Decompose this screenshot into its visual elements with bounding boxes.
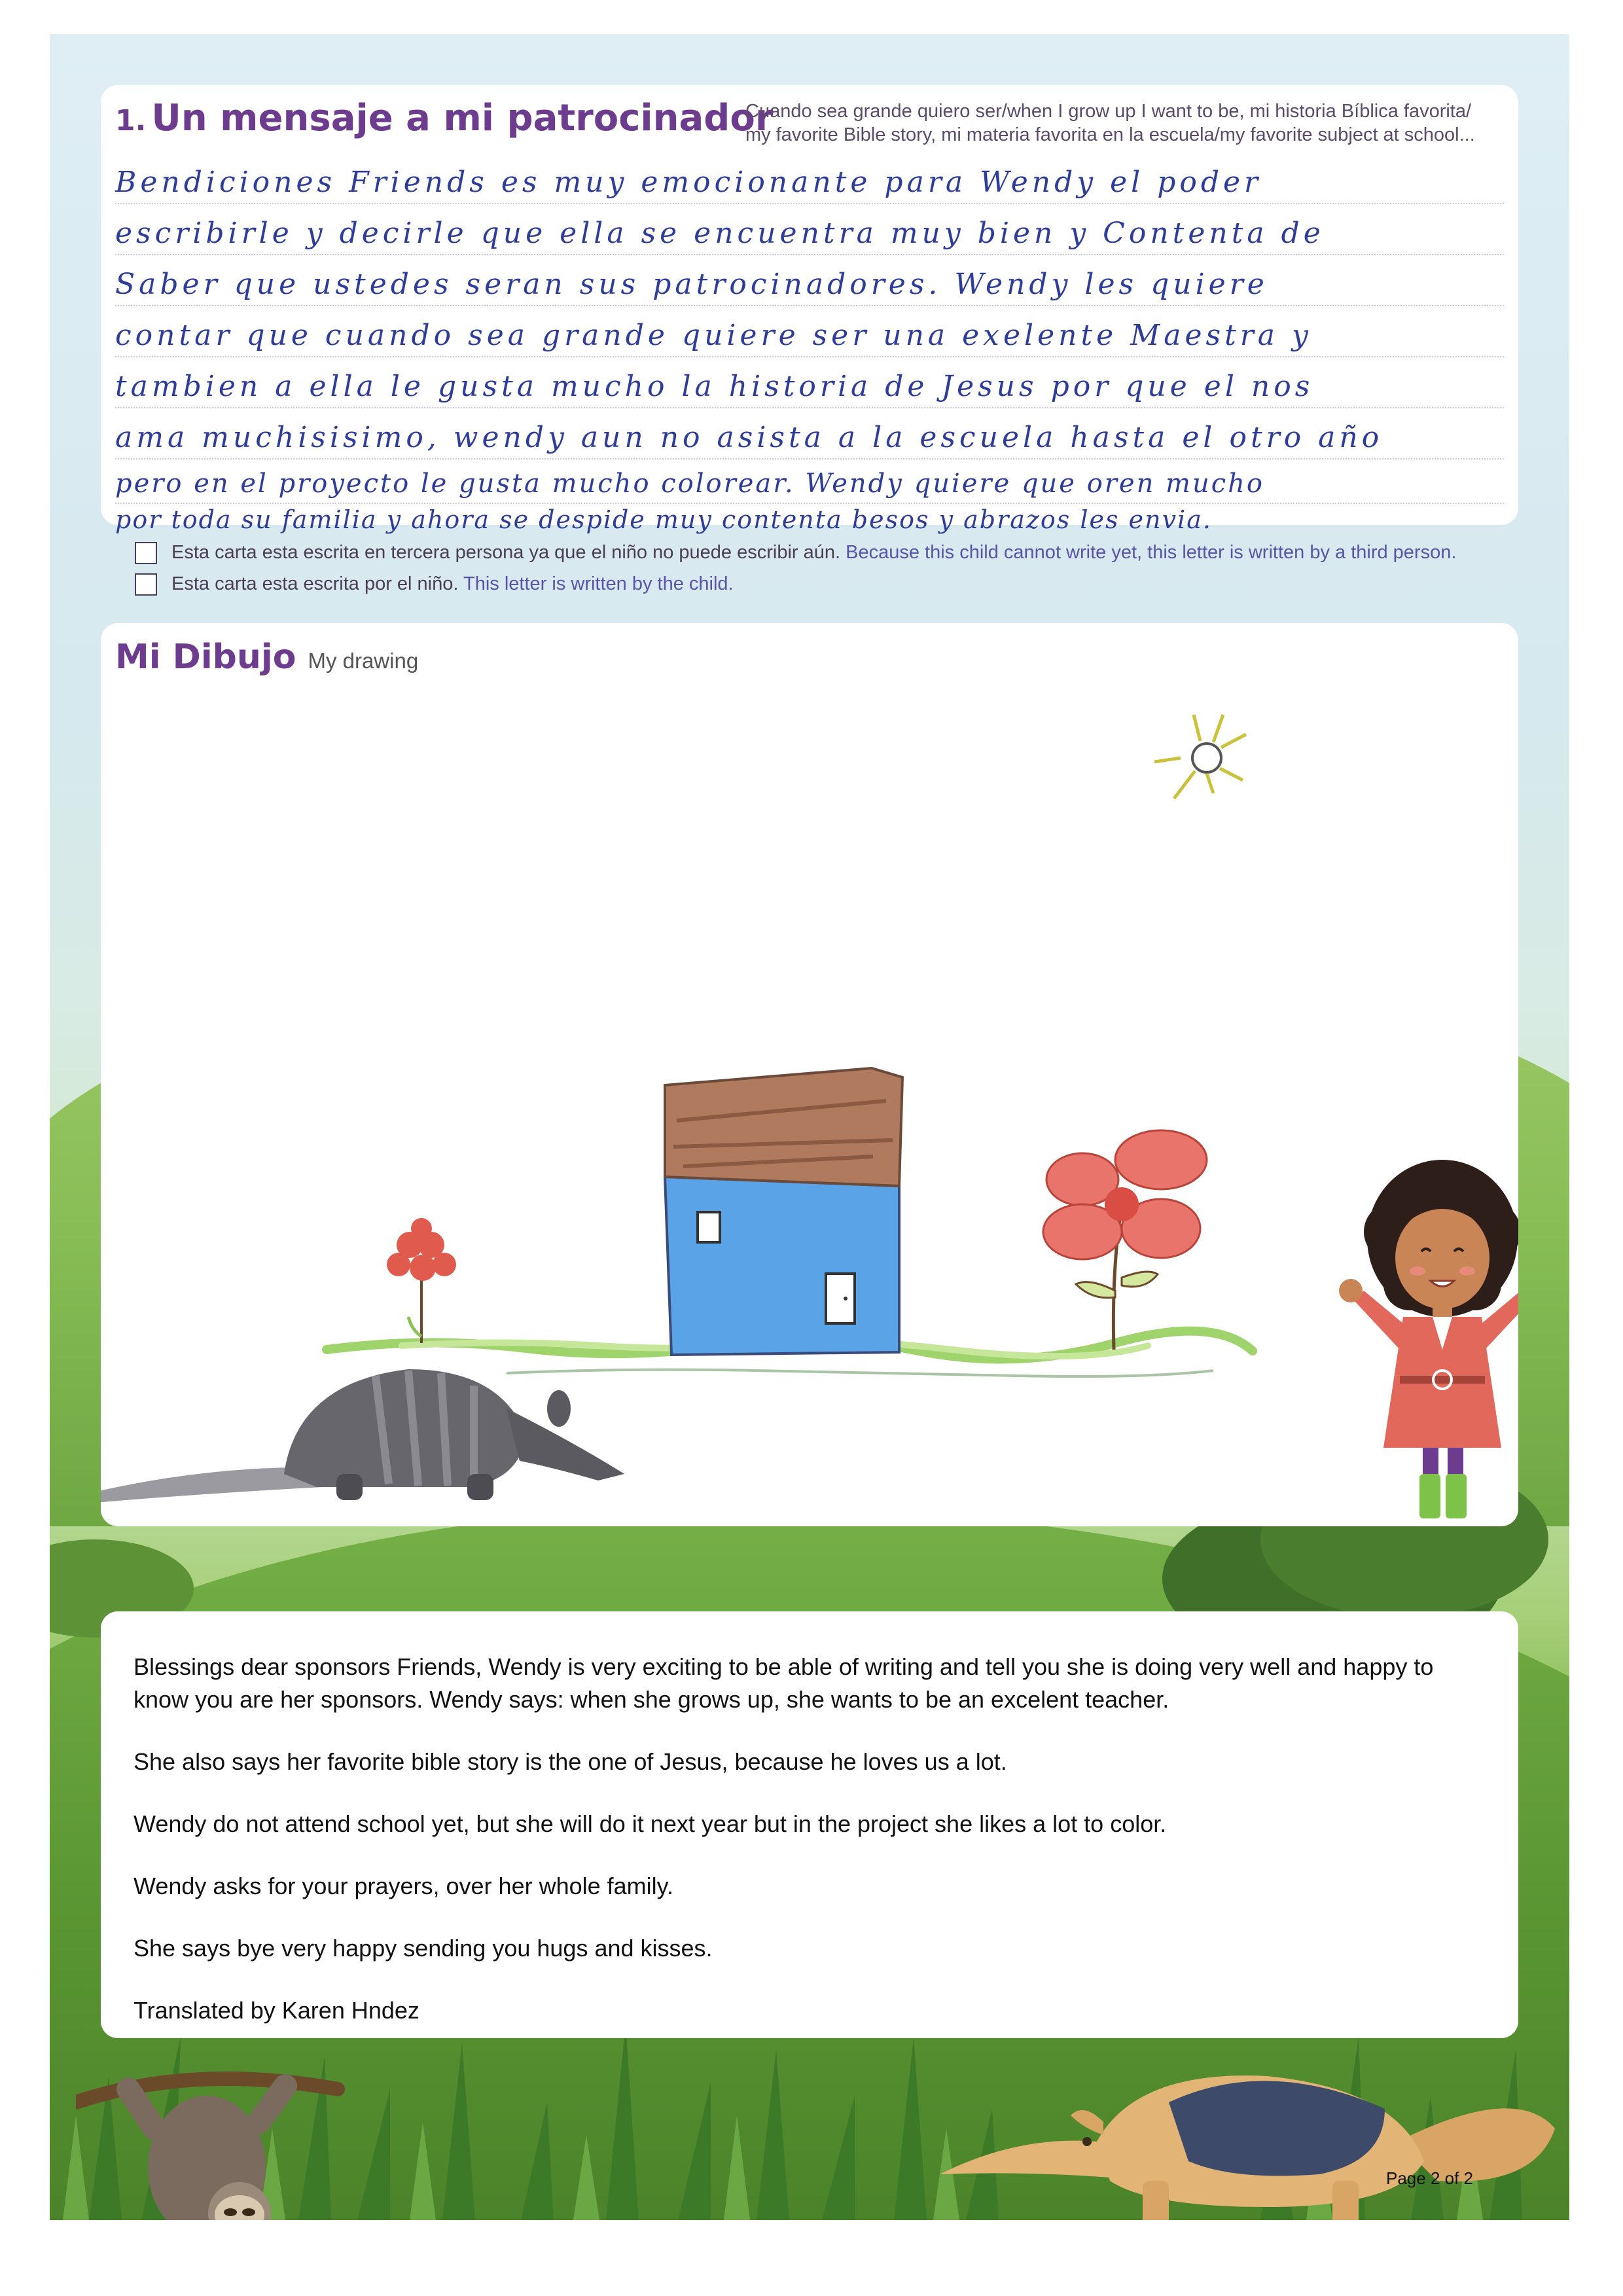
section-number: 1. bbox=[115, 104, 147, 137]
child-wrote-checkbox-row[interactable] bbox=[135, 573, 734, 596]
section-prompt bbox=[745, 99, 1498, 147]
handwritten-line: Bendiciones Friends es muy emocionante para Wendy el poder bbox=[115, 166, 1262, 199]
flower-drawing bbox=[1043, 1130, 1207, 1350]
flower-drawing bbox=[387, 1218, 456, 1343]
handwritten-line: por toda su familia y ahora se despide muy contenta besos y abrazos les envia. bbox=[115, 505, 1212, 534]
drawing-title-es: Mi Dibujo bbox=[115, 637, 296, 677]
girl-illustration bbox=[1339, 1160, 1518, 1518]
sloth-illustration bbox=[76, 2050, 351, 2220]
handwritten-line: Saber que ustedes seran sus patrocinadores. Wendy les quiere bbox=[115, 268, 1268, 301]
child-drawing bbox=[101, 623, 1518, 1526]
checkbox-label-es: Esta carta esta escrita en tercera persona ya que el niño no puede escribir aún. bbox=[171, 542, 841, 563]
prompt-line: Cuando sea grande quiero ser/when I grow up I want to be, mi historia Bíblica favorita/ bbox=[745, 101, 1472, 122]
handwritten-line: contar que cuando sea grande quiere ser una exelente Maestra y bbox=[115, 319, 1312, 352]
section-heading bbox=[115, 97, 773, 139]
third-person-checkbox[interactable] bbox=[135, 542, 157, 564]
child-wrote-checkbox[interactable] bbox=[135, 573, 157, 596]
letter-sheet bbox=[50, 34, 1569, 2220]
house-drawing bbox=[665, 1068, 902, 1355]
translation-paragraph: Wendy asks for your prayers, over her whole family. bbox=[134, 1873, 673, 1899]
message-card bbox=[101, 85, 1518, 534]
drawing-title-en: My drawing bbox=[308, 649, 419, 673]
checkbox-label-en: This letter is written by the child. bbox=[463, 573, 734, 594]
section-title: Un mensaje a mi patrocinador bbox=[151, 97, 774, 139]
handwritten-line: ama muchisisimo, wendy aun no asista a la escuela hasta el otro año bbox=[115, 421, 1383, 454]
translation-text bbox=[134, 1651, 1495, 2056]
translation-paragraph: Wendy do not attend school yet, but she will do it next year but in the project she likes a lot to color. bbox=[134, 1810, 1167, 1837]
armadillo-illustration bbox=[101, 1369, 624, 1503]
checkbox-label-es: Esta carta esta escrita por el niño. bbox=[171, 573, 459, 594]
handwritten-message bbox=[115, 164, 1504, 538]
translation-paragraph: She also says her favorite bible story is the one of Jesus, because he loves us a lot. bbox=[134, 1748, 1007, 1775]
third-person-checkbox-row[interactable] bbox=[135, 542, 1456, 564]
sun-drawing bbox=[1154, 715, 1246, 798]
anteater-illustration bbox=[927, 2030, 1569, 2220]
handwritten-line: pero en el proyecto le gusta mucho colorear. Wendy quiere que oren mucho bbox=[115, 469, 1264, 499]
drawing-card bbox=[101, 623, 1518, 1526]
checkbox-label-en: Because this child cannot write yet, this letter is written by a third person. bbox=[846, 542, 1457, 563]
translator-credit: Translated by Karen Hndez bbox=[134, 1997, 419, 2024]
translation-card bbox=[101, 1611, 1518, 2038]
handwritten-line: escribirle y decirle que ella se encuentra muy bien y Contenta de bbox=[115, 217, 1325, 250]
translation-paragraph: She says bye very happy sending you hugs and kisses. bbox=[134, 1935, 713, 1962]
prompt-line: my favorite Bible story, mi materia favorita en la escuela/my favorite subject at school... bbox=[745, 124, 1475, 145]
translation-paragraph: Blessings dear sponsors Friends, Wendy is very exciting to be able of writing and tell you she is doing very well and happy to know you are her sponsors. Wendy says: when she grows up, she wants to be an excelent teacher. bbox=[134, 1653, 1434, 1713]
page-number: Page 2 of 2 bbox=[1386, 2168, 1473, 2188]
handwritten-line: tambien a ella le gusta mucho la historia de Jesus por que el nos bbox=[115, 370, 1314, 403]
